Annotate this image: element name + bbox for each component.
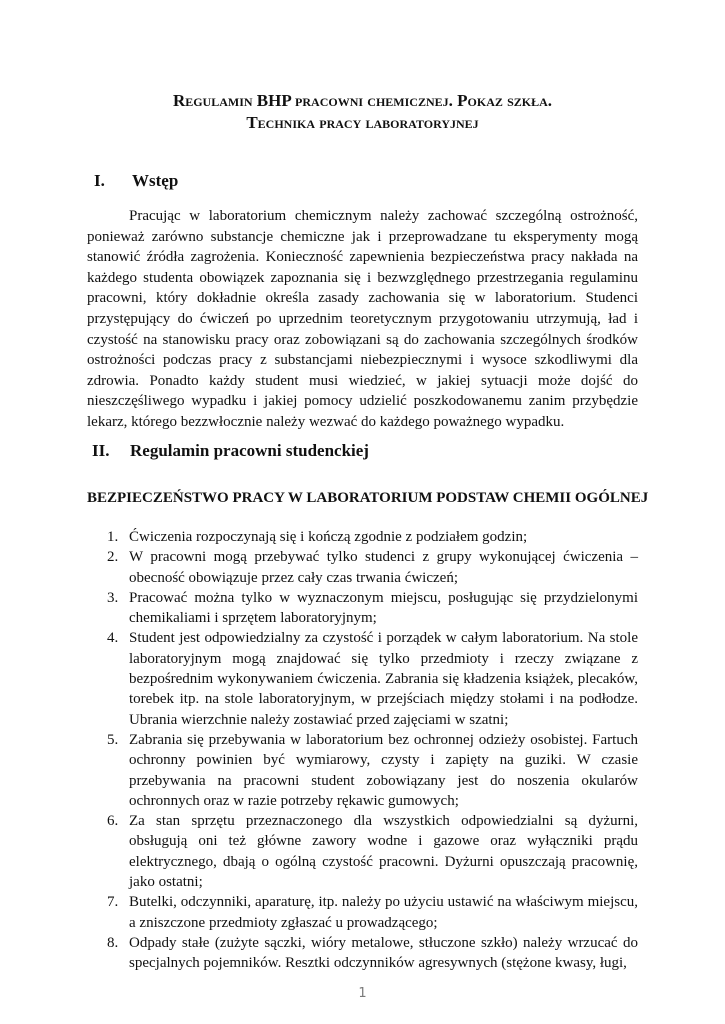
list-item: [87, 527, 638, 547]
list-item-text: Za stan sprzętu przeznaczonego dla wszystkich odpowiedzialni są dyżurni, obsługują oni też główne zawory wodne i gazowe oraz wyłączniki prądu elektrycznego, dbają o ogólną czystość pracowni. Dyżurni opuszczają pracownię, jako ostatni;: [129, 813, 638, 891]
document-title-line-2: Technika pracy laboratoryjnej: [246, 113, 479, 132]
list-item-number: 4.: [107, 630, 119, 647]
section-2-number: II.: [92, 441, 110, 460]
safety-subheading: BEZPIECZEŃSTWO PRACY W LABORATORIUM PODSTAW CHEMII OGÓLNEJ: [87, 490, 649, 506]
regulations-list: [87, 527, 638, 974]
list-item: [87, 892, 638, 933]
list-item-number: 8.: [107, 934, 119, 951]
list-item-number: 1.: [107, 529, 119, 545]
list-item-number: 7.: [107, 894, 119, 911]
list-item-text: Butelki, odczynniki, aparaturę, itp. należy po użyciu ustawić na właściwym miejscu, a zniszczone przedmioty zgłaszać u prowadzącego;: [129, 894, 638, 931]
list-item-text: Ćwiczenia rozpoczynają się i kończą zgodnie z podziałem godzin;: [129, 529, 528, 545]
list-item: [87, 628, 638, 729]
list-item: [87, 933, 638, 974]
list-item-text: W pracowni mogą przebywać tylko studenci z grupy wykonującej ćwiczenia – obecność obowiązuje przez cały czas trwania ćwiczeń;: [129, 549, 638, 586]
list-item: [87, 730, 638, 811]
list-item-number: 3.: [107, 589, 119, 606]
list-item: [87, 588, 638, 629]
section-2-title: Regulamin pracowni studenckiej: [130, 441, 369, 460]
list-item-number: 6.: [107, 813, 119, 830]
list-item-number: 2.: [107, 549, 119, 566]
list-item-text: Odpady stałe (zużyte sączki, wióry metalowe, stłuczone szkło) należy wrzucać do specjalnych pojemników. Resztki odczynników agresywnych (stężone kwasy, ługi,: [129, 934, 638, 972]
list-item: [87, 547, 638, 588]
page-number: 1: [358, 986, 367, 1001]
list-item: [87, 811, 638, 892]
list-item-text: Pracować można tylko w wyznaczonym miejscu, posługując się przydzielonymi chemikaliami i sprzętem laboratoryjnym;: [129, 589, 638, 627]
document-title-line-1: Regulamin BHP pracowni chemicznej. Pokaz szkła.: [172, 91, 553, 110]
list-item-text: Student jest odpowiedzialny za czystość i porządek w całym laboratorium. Na stole laboratoryjnym mogą znajdować się tylko przedmioty i rzeczy związane z bezpośrednim wykonywaniem ćwiczenia. Zabrania się kładzenia książek, plecaków, torebek itp. na stole laboratoryjnym, w przejściach między stołami i na podłodze. Ubrania wierzchnie należy zostawiać przed zajęciami w szatni;: [129, 630, 638, 728]
list-item-number: 5.: [107, 731, 119, 748]
section-1-title: Wstęp: [132, 171, 179, 190]
section-1-number: I.: [94, 171, 105, 190]
intro-paragraph: Pracując w laboratorium chemicznym należy zachować szczególną ostrożność, ponieważ zarówno substancje chemiczne jak i przeprowadzane tu eksperymenty mogą stanowić źródła zagrożenia. Konieczność zapewnienia bezpieczeństwa pracy nakłada na każdego studenta obowiązek zapoznania się i bezwzględnego przestrzegania regulaminu pracowni, który dokładnie określa zasady zachowania się w laboratorium. Studenci przystępujący do ćwiczeń po uprzednim teoretycznym przygotowaniu utrzymują, ład i czystość na stanowisku pracy oraz zobowiązani są do zachowania szczególnych środków ostrożności podczas pracy z substancjami niebezpiecznymi i wysoce szkodliwymi dla zdrowia. Ponadto każdy student musi wiedzieć, w jakiej sytuacji może dojść do nieszczęśliwego wypadku i jakiej pomocy udzielić poszkodowanemu zanim przybędzie lekarz, którego bezzwłocznie należy wezwać do każdego poważnego wypadku.: [87, 208, 638, 430]
list-item-text: Zabrania się przebywania w laboratorium bez ochronnej odzieży osobistej. Fartuch ochronny powinien być wymiarowy, czysty i zapięty na guziki. W czasie przebywania na pracowni student zobowiązany jest do noszenia okularów ochronnych oraz w razie potrzeby rękawic gumowych;: [129, 731, 638, 809]
